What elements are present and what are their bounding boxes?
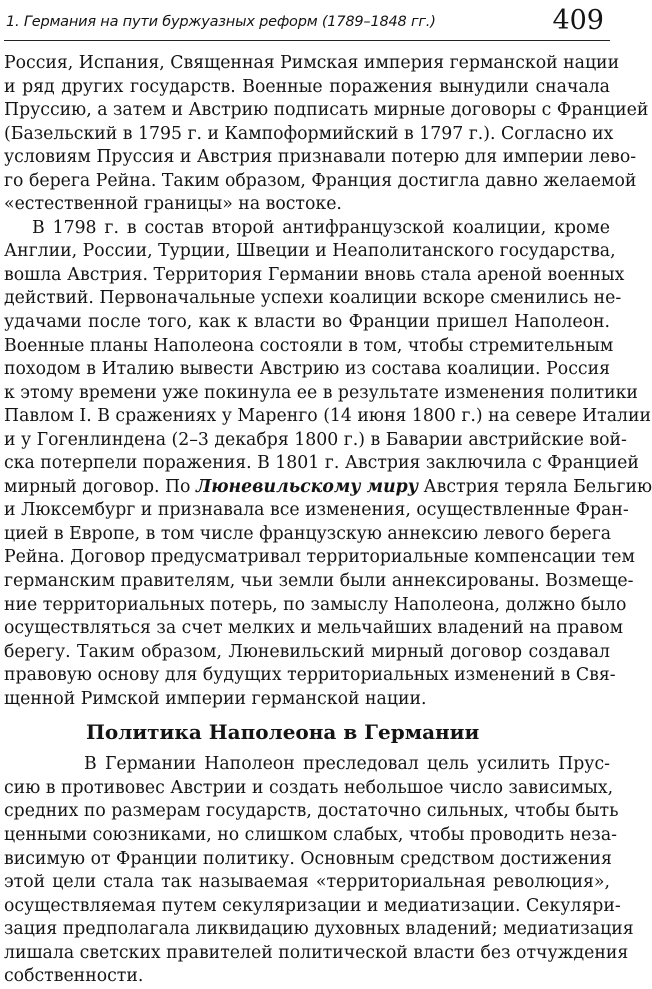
text-line: осуществляемая путем секуляризации и медиатизации. Секуляри- [4, 895, 621, 916]
body-text [4, 52, 652, 989]
text-line: висимую от Франции политику. Основным средством достижения [4, 848, 612, 869]
text-line: удачами после того, как к власти во Франции пришел Наполеон. [4, 312, 610, 333]
text-segment: мирный договор. По [4, 476, 196, 497]
text-line: Пруссию, а затем и Австрию подписать мирные договоры с Францией [4, 100, 649, 121]
text-line: зация предполагала ликвидацию духовных владений; медиатизация [4, 919, 634, 940]
text-line: В Германии Наполеон преследовал цель усилить Прус- [84, 754, 610, 775]
page-number: 409 [552, 5, 604, 36]
text-line: вошла Австрия. Территория Германии вновь стала ареной военных [4, 264, 625, 285]
text-line: и у Гогенлиндена (2–3 декабря 1800 г.) в Баварии австрийские вой- [4, 429, 627, 450]
text-line: походом в Италию вывести Австрию из состава коалиции. Россия [4, 359, 610, 380]
text-line: собственности. [4, 966, 144, 987]
emphasized-term: Люневильскому миру [195, 476, 419, 497]
text-line: щенной Римской империи германской нации. [4, 688, 427, 709]
text-line: ние территориальных потерь, по замыслу Наполеона, должно было [4, 594, 627, 615]
header-rule [4, 40, 610, 41]
text-line: средних по размерам государств, достаточно сильных, чтобы быть [4, 801, 619, 822]
text-line: сию в противовес Австрии и создать небольшое число зависимых, [4, 777, 614, 798]
text-line: ска потерпели поражения. В 1801 г. Австрия заключила с Францией [4, 453, 639, 474]
text-line: (Базельский в 1795 г. и Кампоформийский в 1797 г.). Согласно их [4, 123, 614, 144]
text-line: и Люксембург и признавала все изменения, осуществленные Фран- [4, 500, 629, 521]
text-line: и ряд других государств. Военные поражения вынудили сначала [4, 76, 610, 97]
text-line: «естественной границы» на востоке. [4, 194, 342, 215]
text-line: лишала светских правителей политической власти без отчуждения [4, 942, 629, 963]
running-head [4, 6, 604, 40]
text-line: Англии, России, Турции, Швеции и Неаполитанского государства, [4, 241, 616, 262]
text-line: этой цели стала так называемая «территориальная революция», [4, 872, 610, 893]
text-line: германским правителям, чьи земли были аннексированы. Возмеще- [4, 571, 634, 592]
text-line: условиям Пруссия и Австрия признавали потерю для империи лево- [4, 147, 637, 168]
text-line: Павлом I. В сражениях у Маренго (14 июня 1800 г.) на севере Италии [4, 406, 652, 427]
text-line: правовую основу для будущих территориальных изменений в Свя- [4, 665, 616, 686]
paragraph-3 [4, 753, 634, 988]
text-line: к этому времени уже покинула ее в результате изменения политики [4, 382, 638, 403]
section-heading: Политика Наполеона в Германии [86, 720, 480, 745]
text-line: действий. Первоначальные успехи коалиции вскоре сменились не- [4, 288, 622, 309]
paragraph-2 [4, 217, 652, 711]
text-line: цией в Европе, в том числе французскую аннексию левого берега [4, 523, 612, 544]
text-line: В 1798 г. в состав второй антифранцузской коалиции, кроме [32, 217, 610, 238]
running-title: 1. Германия на пути буржуазных реформ (1789–1848 гг.) [6, 14, 436, 30]
text-line: Военные планы Наполеона состояли в том, чтобы стремительным [4, 335, 614, 356]
text-line: осуществляться за счет мелких и мельчайших владений на правом [4, 618, 624, 639]
paragraph-1 [4, 52, 649, 217]
text-line: берегу. Таким образом, Люневильский мирный договор создавал [4, 641, 610, 662]
text-line [4, 476, 652, 500]
text-line: го берега Рейна. Таким образом, Франция достигла давно желаемой [4, 170, 637, 191]
text-line: Рейна. Договор предусматривал территориальные компенсации тем [4, 547, 635, 568]
text-segment: Австрия теряла Бельгию [418, 476, 652, 497]
text-line: ценными союзниками, но слишком слабых, чтобы проводить неза- [4, 824, 617, 845]
text-line: Россия, Испания, Священная Римская империя германской нации [4, 53, 620, 73]
